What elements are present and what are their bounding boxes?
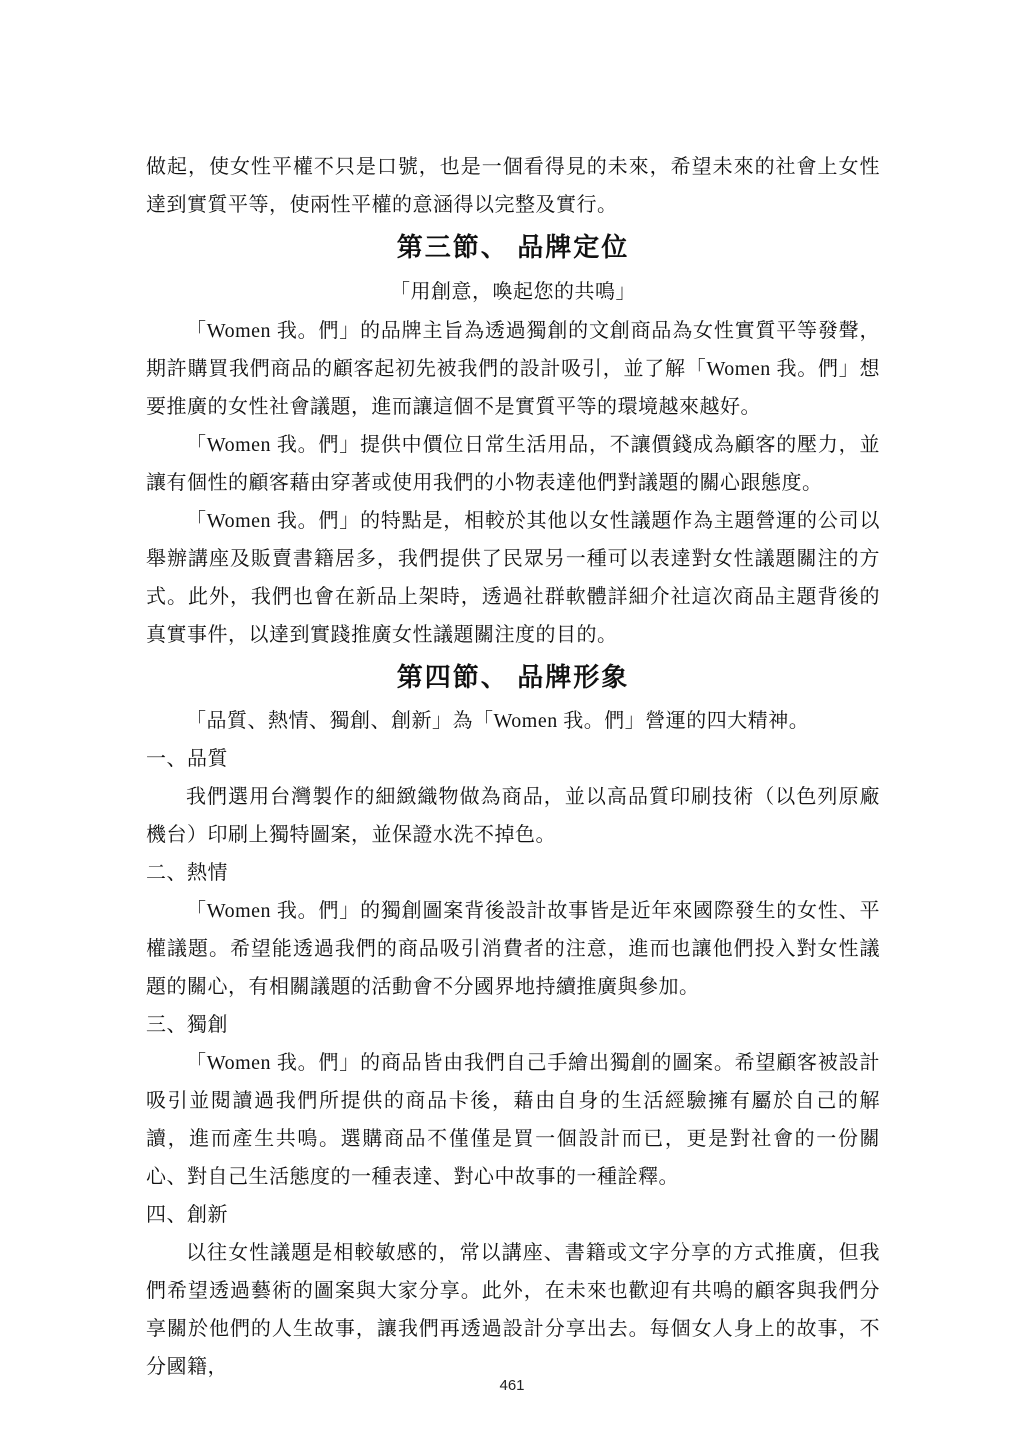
list-item-label-quality: 一、品質 (146, 748, 228, 770)
page-number: 461 (499, 1377, 525, 1394)
list-item-text-quality: 我們選用台灣製作的細緻織物做為商品，並以高品質印刷技術（以色列原廠機台）印刷上獨特圖案，並保證水洗不掉色。 (146, 786, 880, 846)
section3-paragraph-3: 「Women 我。們」的特點是，相較於其他以女性議題作為主題營運的公司以舉辦講座及販賣書籍居多，我們提供了民眾另一種可以表達對女性議題關注的方式。此外，我們也會在新品上架時，透過社群軟體詳細介社這次商品主題背後的真實事件，以達到實踐推廣女性議題關注度的目的。 (146, 510, 880, 646)
list-item-text-innovation: 以往女性議題是相較敏感的，常以講座、書籍或文字分享的方式推廣，但我們希望透過藝術的圖案與大家分享。此外，在未來也歡迎有共鳴的顧客與我們分享關於他們的人生故事，讓我們再透過設計分享出去。每個女人身上的故事，不分國籍， (146, 1242, 880, 1378)
section4-heading: 第四節、 品牌形象 (396, 663, 630, 692)
list-item-text-originality: 「Women 我。們」的商品皆由我們自己手繪出獨創的圖案。希望顧客被設計吸引並閱讀過我們所提供的商品卡後，藉由自身的生活經驗擁有屬於自己的解讀，進而產生共鳴。選購商品不僅僅是買一個設計而已，更是對社會的一份關心、對自己生活態度的一種表達、對心中故事的一種詮釋。 (146, 1052, 880, 1188)
list-item-text-passion: 「Women 我。們」的獨創圖案背後設計故事皆是近年來國際發生的女性、平權議題。希望能透過我們的商品吸引消費者的注意，進而也讓他們投入對女性議題的關心，有相關議題的活動會不分國界地持續推廣與參加。 (146, 900, 880, 998)
list-item-label-innovation: 四、創新 (146, 1204, 228, 1226)
section3-paragraph-1: 「Women 我。們」的品牌主旨為透過獨創的文創商品為女性實質平等發聲，期許購買我們商品的顧客起初先被我們的設計吸引，並了解「Women 我。們」想要推廣的女性社會議題，進而讓這個不是實質平等的環境越來越好。 (146, 320, 880, 418)
list-item-label-passion: 二、熱情 (146, 862, 228, 884)
section3-paragraph-2: 「Women 我。們」提供中價位日常生活用品，不讓價錢成為顧客的壓力，並讓有個性的顧客藉由穿著或使用我們的小物表達他們對議題的關心跟態度。 (146, 434, 880, 494)
section4-intro: 「品質、熱情、獨創、創新」為「Women 我。們」營運的四大精神。 (186, 710, 810, 732)
section3-heading: 第三節、 品牌定位 (396, 233, 630, 262)
section3-slogan: 「用創意，喚起您的共鳴」 (390, 281, 636, 303)
list-item-label-originality: 三、獨創 (146, 1014, 228, 1036)
paragraph-continuation: 做起，使女性平權不只是口號，也是一個看得見的未來，希望未來的社會上女性達到實質平等，使兩性平權的意涵得以完整及實行。 (146, 156, 880, 216)
page-content (146, 148, 880, 1386)
